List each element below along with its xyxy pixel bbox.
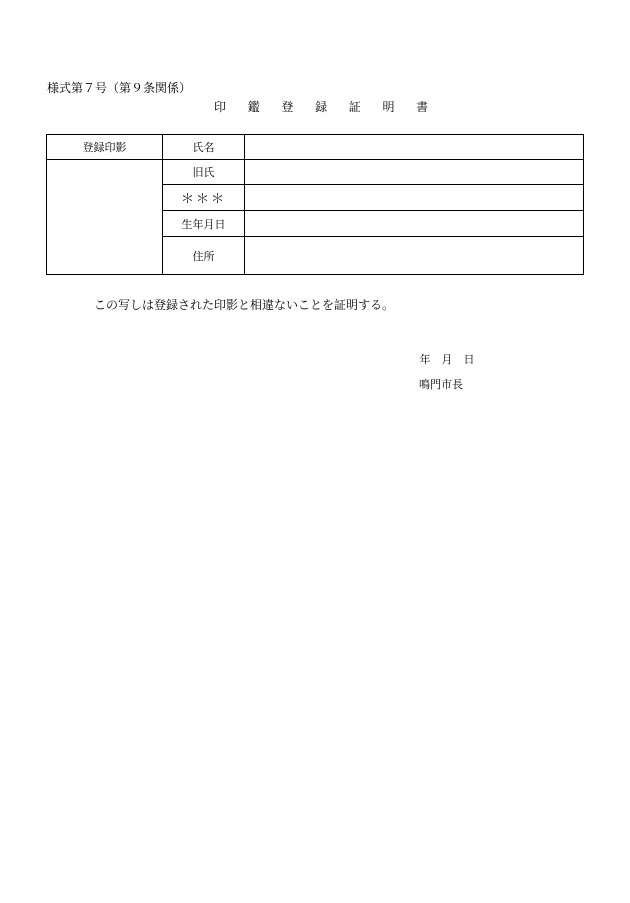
former-surname-label: 旧氏 <box>163 160 245 185</box>
address-label: 住所 <box>163 237 245 275</box>
issuer-name: 鳴門市長 <box>419 378 463 391</box>
document-title <box>214 99 428 115</box>
certificate-table <box>46 134 584 275</box>
title-char: 印 <box>214 100 227 114</box>
address-value <box>245 237 584 275</box>
date-month-char: 月 <box>441 353 453 366</box>
issue-date <box>419 352 475 368</box>
seal-header: 登録印影 <box>47 135 163 160</box>
former-surname-value <box>245 160 584 185</box>
name-label: 氏名 <box>163 135 245 160</box>
name-value <box>245 135 584 160</box>
title-char: 登 <box>281 100 294 114</box>
title-char: 鑑 <box>247 100 260 114</box>
title-char: 書 <box>416 100 429 114</box>
masked-value <box>245 185 584 211</box>
title-char: 録 <box>315 100 328 114</box>
title-char: 証 <box>348 100 361 114</box>
date-day-char: 日 <box>463 353 475 366</box>
seal-impression-area <box>47 160 163 275</box>
certification-statement: この写しは登録された印影と相違ないことを証明する。 <box>94 298 395 312</box>
table-row <box>47 160 584 185</box>
date-year-char: 年 <box>419 353 431 366</box>
table-row <box>47 135 584 160</box>
form-number: 様式第７号（第９条関係） <box>47 81 192 95</box>
title-char: 明 <box>382 100 395 114</box>
birthdate-label: 生年月日 <box>163 211 245 237</box>
masked-label: ＊＊＊ <box>163 185 245 211</box>
birthdate-value <box>245 211 584 237</box>
